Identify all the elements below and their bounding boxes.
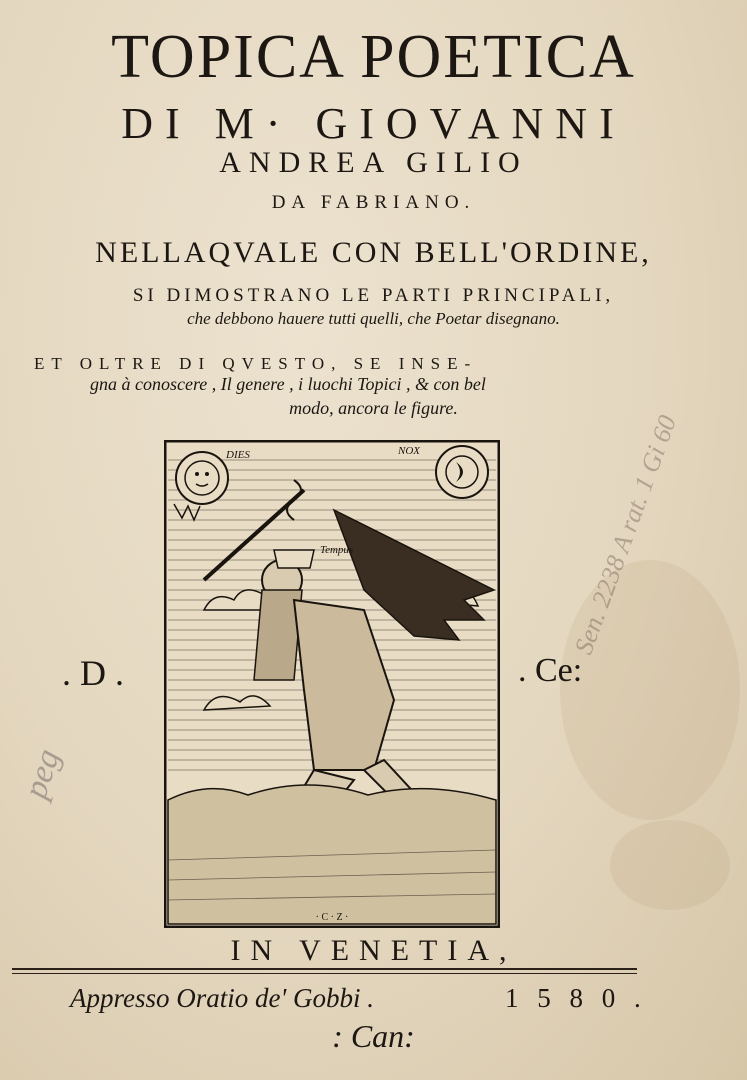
moon-icon <box>436 446 488 498</box>
subtitle-line-3: che debbono hauere tutti quelli, che Poetar disegnano. <box>187 309 560 328</box>
pencil-note-left: peg <box>16 744 68 803</box>
pencil-note-right: Sen. 2238 A rat. 1 Gi 60 <box>568 411 683 659</box>
title-line-2: DI M· GIOVANNI <box>121 99 626 148</box>
label-tempus: Tempus <box>320 544 354 556</box>
subtitle-line-6: modo, ancora le figure. <box>289 398 458 418</box>
imprint-rule <box>12 973 637 974</box>
woodcut-signature: · C · Z · <box>315 912 349 923</box>
title-line-3: ANDREA GILIO <box>219 146 528 179</box>
hourglass <box>274 550 314 568</box>
title-line-4: DA FABRIANO. <box>271 192 476 213</box>
subtitle-line-2: SI DIMOSTRANO LE PARTI PRINCIPALI, <box>132 285 615 306</box>
side-mark-left: . D . <box>62 653 124 693</box>
label-nox: NOX <box>398 445 420 457</box>
imprint-city: IN VENETIA, <box>230 934 517 967</box>
handwritten-can: : Can: <box>332 1018 415 1054</box>
imprint-year: 1 5 8 0 . <box>505 983 647 1013</box>
subtitle-line-4: ET OLTRE DI QVESTO, SE INSE- <box>34 354 478 373</box>
imprint-publisher: Appresso Oratio de' Gobbi . <box>70 983 375 1013</box>
side-mark-right: . Ce: <box>518 652 583 689</box>
woodcut-time-figure <box>164 440 500 928</box>
label-dies: DIES <box>226 449 250 461</box>
woodcut-illustration <box>164 440 500 928</box>
title-line-1: TOPICA POETICA <box>111 23 636 91</box>
imprint-rule <box>12 968 637 970</box>
paper-stain <box>610 820 730 910</box>
landscape <box>168 785 496 924</box>
subtitle-line-1: NELLAQVALE CON BELL'ORDINE, <box>95 236 652 269</box>
subtitle-line-5: gna à conoscere , Il genere , i luochi Topici , & con bel <box>90 374 486 394</box>
